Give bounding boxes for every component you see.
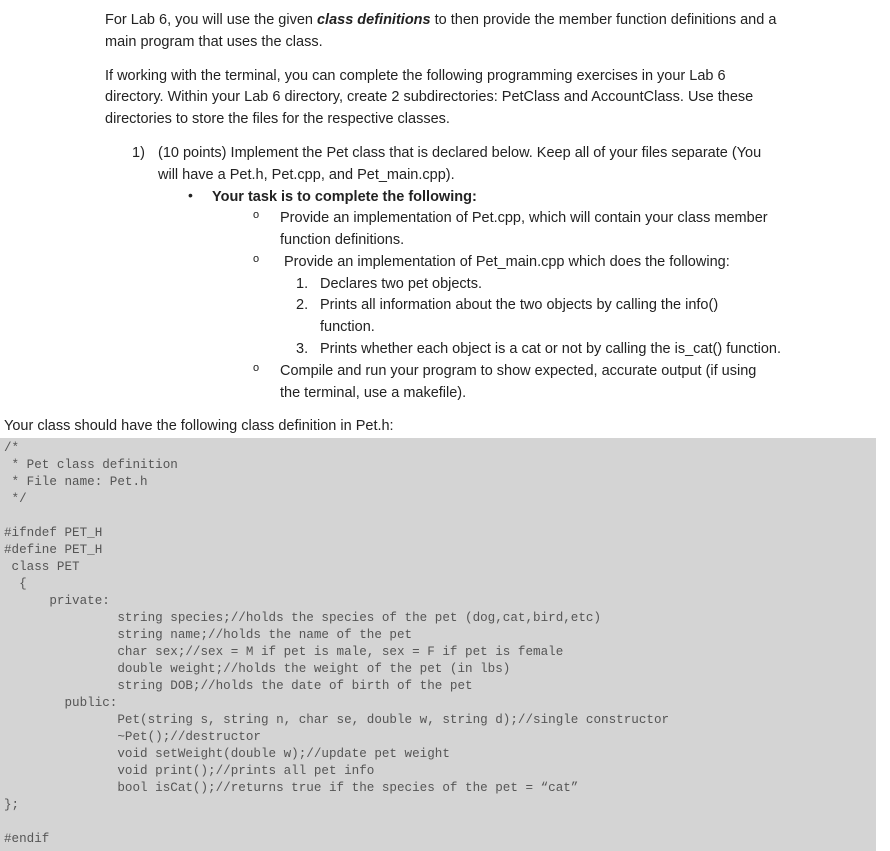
code-line: * Pet class definition: [4, 458, 178, 472]
code-line: private:: [4, 594, 110, 608]
step-text: Prints whether each object is a cat or not by calling the is_cat() function.: [320, 341, 782, 357]
task-heading: Your task is to complete the following:: [212, 189, 477, 205]
terminal-line-1: If working with the terminal, you can complete the following programming exercises in your Lab 6: [105, 68, 726, 84]
intro-text-post: to then provide the member function definitions and a: [430, 12, 777, 28]
step-number: 2.: [296, 297, 309, 313]
code-line: {: [4, 577, 27, 591]
step-text: Prints all information about the two objects by calling the info(): [320, 297, 719, 313]
code-line: };: [4, 798, 20, 812]
bullet-icon: •: [188, 187, 193, 203]
code-line: class PET: [4, 560, 80, 574]
sub3-line-2: the terminal, use a makefile).: [280, 385, 467, 401]
item-number: 1): [132, 145, 145, 161]
code-line: string name;//holds the name of the pet: [4, 628, 413, 642]
circle-bullet-icon: o: [253, 362, 260, 374]
item-line-1: (10 points) Implement the Pet class that is declared below. Keep all of your files separate (You: [158, 145, 762, 161]
intro-emphasis: class definitions: [316, 12, 431, 28]
intro-text-pre: For Lab 6, you will use the given: [105, 12, 317, 28]
step-number: 1.: [296, 276, 309, 292]
code-line: double weight;//holds the weight of the pet (in lbs): [4, 662, 511, 676]
sub2-line: Provide an implementation of Pet_main.cpp which does the following:: [284, 254, 730, 270]
code-line: char sex;//sex = M if pet is male, sex = F if pet is female: [4, 645, 564, 659]
code-line: */: [4, 492, 27, 506]
code-line: void setWeight(double w);//update pet weight: [4, 747, 450, 761]
step-text: function.: [320, 319, 375, 335]
code-line: Pet(string s, string n, char se, double w, string d);//single constructor: [4, 713, 670, 727]
step-number: 3.: [296, 341, 309, 357]
intro-line-1: [105, 10, 776, 32]
code-line: string DOB;//holds the date of birth of the pet: [4, 679, 473, 693]
code-line: * File name: Pet.h: [4, 475, 148, 489]
step-text: Declares two pet objects.: [320, 276, 482, 292]
code-line: /*: [4, 441, 20, 455]
code-block: [0, 438, 876, 851]
code-line: string species;//holds the species of the pet (dog,cat,bird,etc): [4, 611, 602, 625]
circle-bullet-icon: o: [253, 209, 260, 221]
code-line: ~Pet();//destructor: [4, 730, 261, 744]
code-line: void print();//prints all pet info: [4, 764, 375, 778]
code-line: #endif: [4, 832, 50, 846]
sub1-line-2: function definitions.: [280, 232, 405, 248]
code-line: bool isCat();//returns true if the species of the pet = “cat”: [4, 781, 579, 795]
item-line-2: will have a Pet.h, Pet.cpp, and Pet_main.cpp).: [158, 167, 455, 183]
terminal-line-3: directories to store the files for the respective classes.: [105, 111, 450, 127]
intro-line-2: main program that uses the class.: [105, 34, 323, 50]
sub1-line-1: Provide an implementation of Pet.cpp, which will contain your class member: [280, 210, 768, 226]
code-line: #define PET_H: [4, 543, 103, 557]
code-line: #ifndef PET_H: [4, 526, 103, 540]
terminal-line-2: directory. Within your Lab 6 directory, create 2 subdirectories: PetClass and AccountClass. Use these: [105, 89, 754, 105]
code-line: public:: [4, 696, 118, 710]
class-intro: Your class should have the following class definition in Pet.h:: [4, 418, 394, 434]
sub3-line-1: Compile and run your program to show expected, accurate output (if using: [280, 363, 757, 379]
circle-bullet-icon: o: [253, 253, 260, 265]
